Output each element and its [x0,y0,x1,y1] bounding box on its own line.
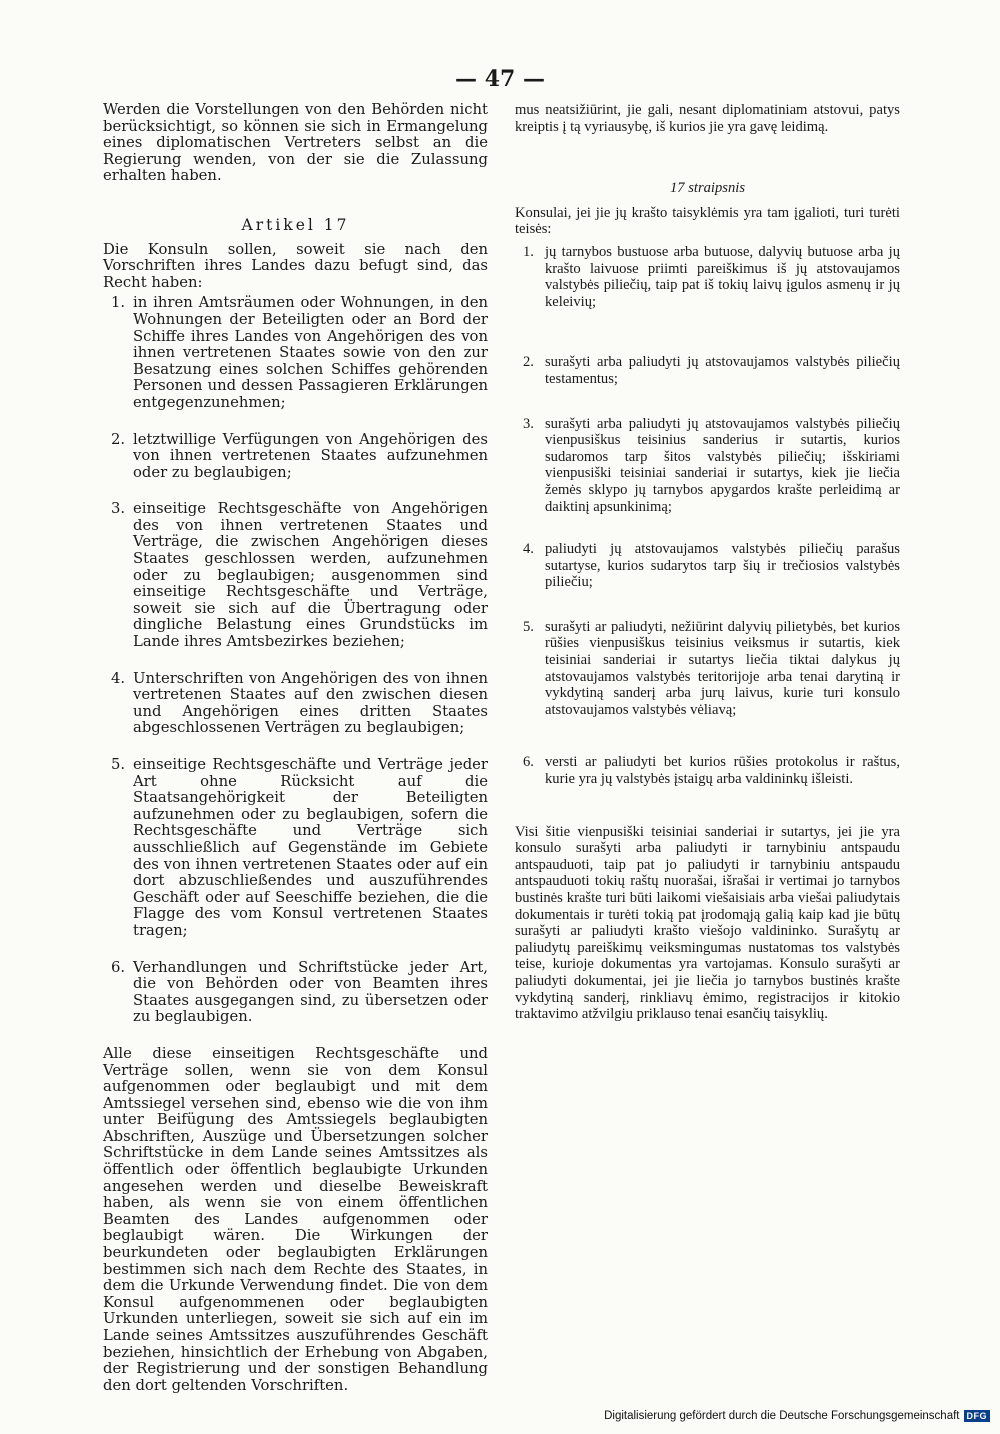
item-number: 5. [523,618,534,635]
page-number: — 47 — [455,66,545,92]
german-list-item [103,432,488,482]
german-lead-paragraph: Die Konsuln sollen, soweit sie nach den Vorschriften ihres Landes dazu befugt sind, das Recht haben: [103,240,488,291]
item-text: jų tarnybos bustuose arba butuose, dalyvių butuose arba jų krašto laivuose priimti pareiškimus iš jų atstovaujamos valstybės piliečių, taip pat iš tokių laivų įgulos asmenų ir jų keleivių; [545,243,900,310]
german-list-item [103,960,488,1026]
german-list-item [103,501,488,650]
item-text: Verhandlungen und Schriftstücke jeder Art, die von Behörden oder von Beamten ihres Staates ausgegangen sind, zu übersetzen oder zu beglaubigen. [133,958,488,1026]
lithuanian-lead-paragraph: Konsulai, jei jie jų krašto taisyklėmis yra tam įgalioti, turi turėti teisės: [515,204,900,238]
lithuanian-intro-paragraph: mus neatsižiūrint, jie gali, nesant diplomatiniam atstovui, patys kreiptis į tą vyriausybę, iš kurios jie yra gavę leidimą. [515,102,900,135]
footer-credit-text: Digitalisierung gefördert durch die Deutsche Forschungsgemeinschaft [604,1410,960,1422]
item-number: 2. [523,354,534,371]
item-text: einseitige Rechtsgeschäfte von Angehörigen des von ihnen vertretenen Staates und Verträge, die zwischen Angehörigen dieses Staates geschlossen werden, aufzunehmen oder zu beglaubigen; ausgenommen sind einseitige Rechtsgeschäfte und Verträge, soweit sie sich auf die Übertragung oder dingliche Belastung eines Grundstücks im Lande ihres Amtsbezirkes beziehen; [133,500,488,651]
lithuanian-list-item [515,541,900,591]
german-intro-paragraph: Werden die Vorstellungen von den Behörden nicht berücksichtigt, so können sie sich in Ermangelung eines diplomatischen Vertreters selbst an die Regierung wenden, von der sie die Zulassung erhalten haben. [103,101,488,185]
item-number: 6. [111,958,126,976]
item-number: 4. [111,669,126,687]
lithuanian-list-item [515,244,900,310]
german-item-list [103,295,488,1026]
item-number: 1. [523,243,534,260]
german-list-item [103,671,488,737]
item-text: einseitige Rechtsgeschäfte und Verträge jeder Art ohne Rücksicht auf die Staatsangehörigkeit der Beteiligten aufzunehmen oder zu beglaubigen, sofern die Rechtsgeschäfte und Verträge sich ausschließlich auf Gegenstände im Gebiete des von ihnen vertretenen Staates oder auf ein dort abzuschließendes und auszuführendes Geschäft oder auf Seeschiffe beziehen, die die Flagge des vom Konsul vertretenen Staates tragen; [133,756,488,939]
lithuanian-list-item [515,754,900,787]
lithuanian-column [515,102,900,1023]
item-text: Unterschriften von Angehörigen des von ihnen vertretenen Staates auf den zwischen diesen und Angehörigen eines dritten Staates abgeschlossenen Verträgen zu beglaubigen; [133,669,488,737]
item-number: 3. [111,500,126,518]
item-text: in ihren Amtsräumen oder Wohnungen, in den Wohnungen der Beteiligten oder an Bord der Schiffe ihres Landes von Angehörigen des von ihnen vertretenen Staates sowie von den zur Besatzung eines solchen Schiffes gehörenden Personen und dessen Passagieren Erklärungen entgegenzunehmen; [133,294,488,411]
item-text: versti ar paliudyti bet kurios rūšies protokolus ir raštus, kurie yra jų valstybės įstaigų arba valdininkų išleisti. [545,754,900,788]
item-number: 2. [111,430,126,448]
item-number: 1. [111,294,126,312]
lithuanian-article-title: 17 straipsnis [669,180,745,197]
item-number: 4. [523,541,534,558]
digitization-footer [604,1410,990,1422]
item-text: letztwillige Verfügungen von Angehörigen des von ihnen vertretenen Staates aufzunehmen oder zu beglaubigen; [133,430,488,481]
lithuanian-list-item [515,354,900,387]
item-number: 6. [523,754,534,771]
german-list-item [103,295,488,411]
item-number: 3. [523,415,534,432]
german-list-item [103,757,488,940]
lithuanian-list-item [515,619,900,719]
item-text: surašyti arba paliudyti jų atstovaujamos valstybės piliečių vienpusiškus teisinius sanderius ir sutartis, kurios sudaromos tarp šitos valstybės piliečių; išskiriami vienpusiški teisiniai sanderiai ir sutartys, kiek jie liečia žemės sklypo jų tarnybos apygardos krašte perleidimą ar daiktinį apsunkinimą; [545,415,900,515]
item-text: surašyti arba paliudyti jų atstovaujamos valstybės piliečių testamentus; [545,354,900,387]
lithuanian-item-list [515,244,900,788]
german-article-title: Artikel 17 [241,215,350,234]
dfg-logo: DFG [964,1410,991,1422]
german-closing-paragraph: Alle diese einseitigen Rechtsgeschäfte und Verträge sollen, wenn sie von dem Konsul aufgenommen oder beglaubigt und mit dem Amtssiegel versehen sind, ebenso wie die von ihm unter Beifügung des Amtssiegels beglaubigten Abschriften, Auszüge und Übersetzungen solcher Schriftstücke in dem Lande seines Amtssitzes als öffentlich oder öffentlich beglaubigte Urkunden angesehen werden und dieselbe Beweiskraft haben, als wenn sie von einem öffentlichen Beamten des Landes aufgenommen oder beglaubigt wären. Die Wirkungen der beurkundeten oder beglaubigten Erklärungen bestimmen sich nach dem Rechte des Staates, in dem die Urkunde Verwendung findet. Die von dem Konsul aufgenommenen oder beglaubigten Urkunden unterliegen, soweit sie sich auf ein im Lande seines Amtssitzes auszuführendes Geschäft beziehen, hinsichtlich der Erhebung von Abgaben, der Registrierung und der sonstigen Behandlung den dort geltenden Vorschriften. [103,1044,488,1394]
lithuanian-list-item [515,416,900,516]
item-text: surašyti ar paliudyti, nežiūrint dalyvių pilietybės, bet kurios rūšies vienpusiškus teisinius veiksmus ir sutartis, kiek teisiniai sanderiai ir sutartys liečia tiktai dalykus jų atstovaujamos valstybės teritorijoje arba tenai darytiną ir vykdytiną sanderį arba jurų laivus, kurie turi konsulo atstovaujamos valstybės vėliavą; [545,618,900,718]
german-column [103,102,488,1394]
item-text: paliudyti jų atstovaujamos valstybės piliečių parašus sutartyse, kurios sudarytos tarp šių ir trečiosios valstybės piliečiu; [545,541,900,591]
item-number: 5. [111,756,126,773]
lithuanian-closing-paragraph: Visi šitie vienpusiški teisiniai sanderiai ir sutartys, jei jie yra konsulo surašyti arba paliudyti ir tarnybiniu antspaudu antspauduoti, taip pat jo paliudyti ir tarnybiniu antspaudu antspauduoti tokių raštų nuorašai, išrašai ir vertimai jo tarnybos bustinės krašte turi būti laikomi viešaisiais arba viešai paliudytais dokumentais ir turėti tokią pat įrodomąją galią kaip kad jie būtų surašyti ar paliudyti krašto viešojo valdininko. Surašytų ar paliudytų pareiškimų veiksmingumas nustatomas tos valstybės teise, kurioje dokumentas yra vartojamas. Konsulo surašyti ar paliudyti dokumentai, jei jie liečia jo tarnybos bustinės krašte vykdytiną sanderį, rinkliavų ėmimo, registracijos ir kitokio traktavimo atžvilgiu priklauso tenai esančių taisyklių. [515,823,900,1023]
